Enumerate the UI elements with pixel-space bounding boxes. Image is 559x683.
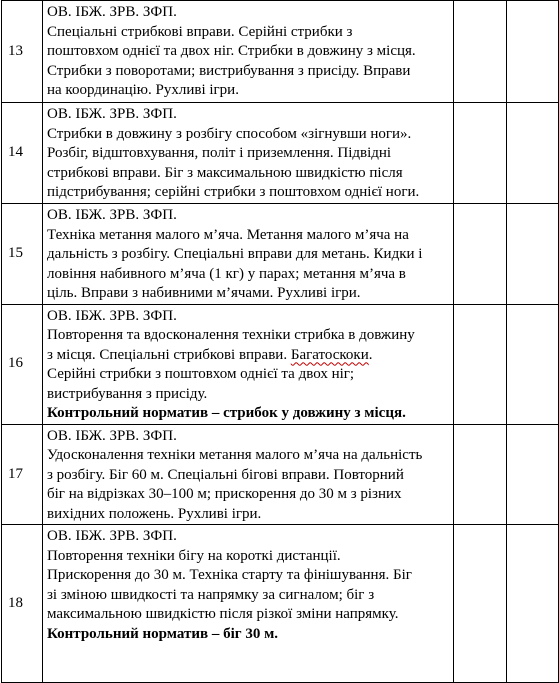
table-row [2, 525, 559, 683]
table-row [2, 304, 559, 424]
content-line: стрибкові вправи. Біг з максимальною швидкістю після [47, 164, 403, 181]
content-line: ОВ. ІБЖ. ЗРВ. ЗФП. [47, 528, 177, 544]
lesson-content [43, 424, 454, 525]
control-standard-line: Контрольний норматив – стрибок у довжину з місця. [47, 405, 406, 421]
table-row [2, 1, 559, 103]
empty-cell [454, 103, 507, 204]
lesson-plan-table [1, 0, 559, 683]
content-line: з розбігу. Біг 60 м. Спеціальні бігові вправи. Повторний [47, 466, 404, 483]
lesson-content [43, 1, 454, 103]
content-line: Удосконалення техніки метання малого м’яча на дальність [47, 447, 423, 463]
content-line: ОВ. ІБЖ. ЗРВ. ЗФП. [47, 207, 177, 223]
table-row [2, 204, 559, 305]
content-line: вихідних положень. Рухливі ігри. [47, 505, 262, 522]
lesson-content [43, 525, 454, 683]
lesson-number: 18 [2, 525, 43, 683]
content-line: на координацію. Рухливі ігри. [47, 82, 239, 98]
empty-cell [507, 103, 559, 204]
content-line: максимальною швидкістю після різкої зміни напрямку. [47, 606, 399, 622]
content-line: дальність з розбігу. Спеціальні вправи для метань. Кидки і [47, 246, 423, 262]
content-line: ОВ. ІБЖ. ЗРВ. ЗФП. [47, 4, 177, 20]
content-line: Стрибки в довжину з розбігу способом «зігнувши ноги». [47, 125, 412, 142]
lesson-number: 14 [2, 103, 43, 204]
content-line: ціль. Вправи з набивними м’ячами. Рухливі ігри. [47, 285, 361, 301]
content-line: ловіння набивного м’яча (1 кг) у парах; метання м’яча в [47, 265, 406, 282]
content-line: Повторення та вдосконалення техніки стрибка в довжину [47, 327, 415, 343]
content-line: біг на відрізках 30–100 м; прискорення до 30 м з різних [47, 486, 402, 502]
lesson-content [43, 103, 454, 204]
empty-cell [454, 204, 507, 305]
empty-cell [454, 1, 507, 103]
content-line: Повторення техніки бігу на короткі дистанції. [47, 547, 341, 564]
table-row [2, 424, 559, 525]
content-line: зі зміною швидкості та напрямку за сигналом; біг з [47, 586, 375, 603]
empty-cell [454, 304, 507, 424]
empty-cell [454, 525, 507, 683]
content-line: Техніка метання малого м’яча. Метання малого м’яча на [47, 226, 409, 243]
lesson-number: 17 [2, 424, 43, 525]
empty-cell [507, 1, 559, 103]
content-line: Серійні стрибки з поштовхом однієї та двох ніг; [47, 366, 355, 382]
content-line: Розбіг, відштовхування, політ і приземлення. Підвідні [47, 145, 392, 161]
content-line: вистрибування з присіду. [47, 385, 208, 402]
empty-cell [507, 304, 559, 424]
content-line: ОВ. ІБЖ. ЗРВ. ЗФП. [47, 307, 177, 324]
lesson-number: 16 [2, 304, 43, 424]
content-line: Прискорення до 30 м. Техніка старту та фінішування. Біг [47, 567, 412, 583]
lesson-number: 15 [2, 204, 43, 305]
lesson-content [43, 204, 454, 305]
content-line: поштовхом однієї та двох ніг. Стрибки в довжину з місця. [47, 43, 416, 59]
empty-cell [507, 424, 559, 525]
content-line: Стрибки з поворотами; вистрибування з присіду. Вправи [47, 62, 411, 79]
control-standard-line: Контрольний норматив – біг 30 м. [47, 625, 279, 642]
content-line: з місця. Спеціальні стрибкові вправи. Багатоскоки. [47, 346, 373, 363]
empty-cell [507, 525, 559, 683]
content-line: ОВ. ІБЖ. ЗРВ. ЗФП. [47, 106, 177, 122]
content-line: Спеціальні стрибкові вправи. Серійні стрибки з [47, 23, 353, 40]
lesson-number: 13 [2, 1, 43, 103]
empty-cell [454, 424, 507, 525]
table-row [2, 103, 559, 204]
content-line: ОВ. ІБЖ. ЗРВ. ЗФП. [47, 427, 177, 444]
lesson-content [43, 304, 454, 424]
content-line: підстрибування; серійні стрибки з поштовхом однієї ноги. [47, 184, 420, 200]
empty-cell [507, 204, 559, 305]
spellcheck-underlined-word[interactable]: Багатоскоки [290, 346, 369, 363]
